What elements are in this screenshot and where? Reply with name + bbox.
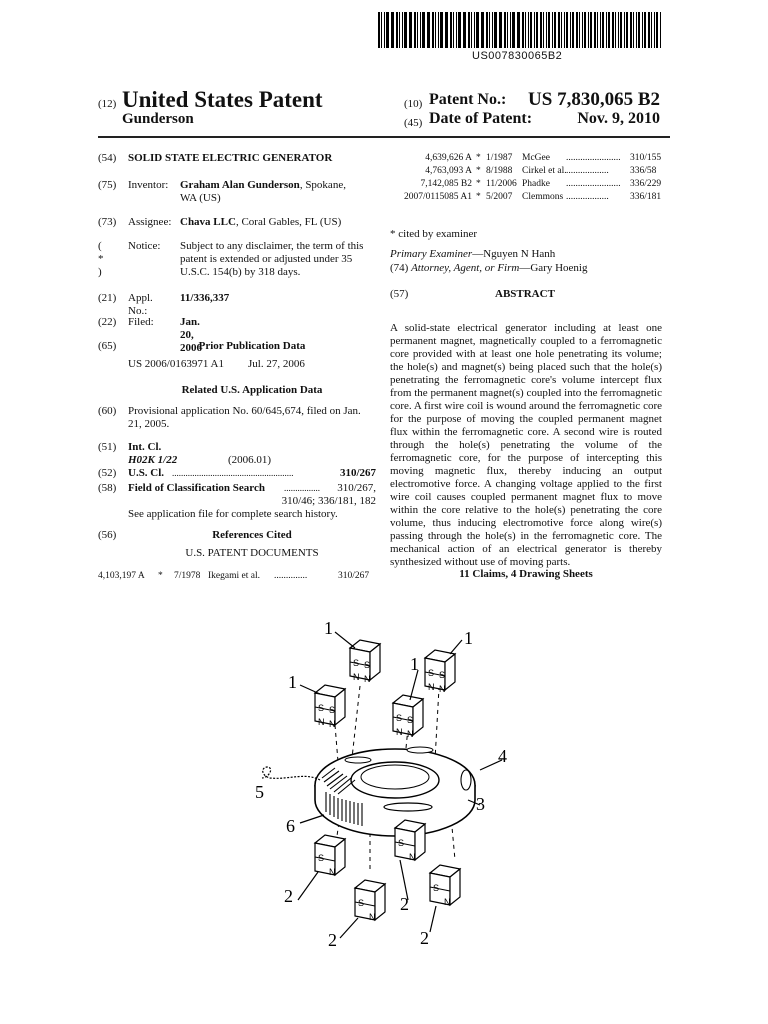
label-magnet-4: 1	[410, 654, 419, 674]
barcode-bar	[566, 12, 568, 48]
barcode-bar	[474, 12, 476, 48]
abstract-column: 4,639,626 A * 1/1987 McGee ....................... 310/155 4,763,093 A * 8/1988 Cirkel et al. .................. 336/58 7,142,085 B2 * 11/2006 Phadke ....................... 336/229 2007/0115085 A1 * 5/2007 Clemmons .................. 336/181 * cited by examiner Primary Examiner—Nguyen N Hanh (74) Attorney, Agent, or Firm—Gary Hoenig (57) ABSTRACT A solid-state electrical generator including at least one permanent magnet, magnetically coupled to a ferromagnetic core provided with at least one hole penetrating its volume; the hole(s) and magnet(s) being placed such that the hole(s) penetrating the ferromagnetic core's volume intercept flux from the permanent magnet(s) coupled into the ferromagnetic core. A first wire coil is wound around the ferromagnetic core for the purpose of moving the coupled permanent magnet flux within the ferromagnetic core. A second wire is routed through the hole(s) penetrating the volume of the ferromagnetic core, for the purpose of intercepting this moving magnetic flux, thereby inducing an output electromotive force. A changing voltage applied to the first wire coil causes coupled permanent magnet flux to move within the core relative to the hole(s) penetrating the core volume, thus inducing electromotive force along wire(s) passing through the hole(s) in the ferromagnetic core. The mechanical action of an electrical generator is thereby synthesized without use of moving parts. 11 Claims, 4 Drawing Sheets	[390, 153, 662, 580]
barcode-bar	[642, 12, 643, 48]
barcode-bar	[507, 12, 508, 48]
pole-letter: S	[398, 838, 405, 848]
header-rule	[98, 136, 670, 138]
barcode-bar	[554, 12, 556, 48]
barcode-bar	[590, 12, 592, 48]
pole-letter: S	[318, 853, 325, 863]
barcode-bar	[422, 12, 424, 48]
barcode-bar	[492, 12, 494, 48]
application-number: 11/336,337	[180, 292, 230, 304]
barcode-bar	[435, 12, 436, 48]
pole-letter: N	[396, 727, 403, 737]
label-magnet-2: 1	[464, 628, 473, 648]
barcode-bar	[552, 12, 553, 48]
barcode-bar	[420, 12, 422, 48]
label-core: 3	[476, 794, 485, 814]
int-class: H02K 1/22	[128, 454, 178, 466]
date-value: Nov. 9, 2010	[577, 110, 660, 127]
pole-letter: S	[318, 703, 325, 713]
barcode-bar	[536, 12, 538, 48]
barcode-bar	[402, 12, 404, 48]
pole-letter: N	[329, 719, 336, 729]
pole-letter: N	[364, 674, 371, 684]
bibliographic-column: (54) SOLID STATE ELECTRIC GENERATOR (75) Inventor: Graham Alan Gunderson, Spokane, WA (US) (73) Assignee: Chava LLC, Coral Gables, FL (US) ( * ) Notice: Subject to any disclaimer, the term of this patent is extended or adjusted under 35 U.S.C. 154(b) by 318 days. (21) Appl. No.: 11/336,337 (22) Filed: Jan. 20, 2006 (65) Prior Publication Data US 2006/0163971 A1 Jul. 27, 2006 Related U.S. Application Data (60) Provisional application No. 60/645,674, filed on Jan. 21, 2005. (51) Int. Cl. H02K 1/22 (2006.01) (52) U.S. Cl. ...................................................... 310/267 (58) Field of Classification Search ................ 310/267, 310/46; 336/181, 182 See application file for complete search history. (56) References Cited U.S. PATENT DOCUMENTS 4,103,197 A * 7/1978 Ikegami et al. .............. 310/267	[98, 152, 376, 581]
barcode-bar	[540, 12, 542, 48]
barcode-bar	[518, 12, 520, 48]
pole-letter: S	[396, 713, 403, 723]
barcode-bar	[594, 12, 596, 48]
barcode-bar	[381, 12, 382, 48]
barcode-bar	[618, 12, 620, 48]
pole-letter: S	[364, 660, 371, 670]
attorney: (74) Attorney, Agent, or Firm—Gary Hoenig	[390, 262, 588, 274]
barcode-bar	[584, 12, 586, 48]
document-title: United States Patent	[122, 87, 323, 112]
barcode-bar	[456, 12, 458, 48]
barcode-bar	[384, 12, 386, 48]
pole-letter: S	[353, 658, 360, 668]
barcode-bar	[392, 12, 394, 48]
barcode-bar	[606, 12, 607, 48]
barcode-bar	[561, 12, 562, 48]
inventor-name: Graham Alan Gunderson	[180, 179, 300, 191]
patent-no-code: (10)	[404, 98, 423, 110]
abstract-text: A solid-state electrical generator including at least one permanent magnet, magnetically coupled to a ferromagnetic core provided with at least one hole penetrating its volume; the hole(s) and magnet(s) being placed such that the hole(s) penetrating the ferromagnetic core's volume intercept flux from the permanent magnet(s) coupled into the ferromagnetic core. A first wire coil is wound around the ferromagnetic core for the purpose of moving the coupled permanent magnet flux within the ferromagnetic core. A second wire is routed through the hole(s) penetrating the volume of the ferromagnetic core, for the purpose of intercepting this moving magnetic flux, thereby inducing an output electromotive force. A changing voltage applied to the first wire coil causes coupled permanent magnet flux to move within the core relative to the hole(s) penetrating the core volume, thus inducing electromotive force along wire(s) passing through the hole(s) in the ferromagnetic core. The mechanical action of an electrical generator is thereby synthesized without use of moving parts.	[390, 322, 662, 568]
pole-letter: N	[329, 867, 336, 877]
barcode-bar	[414, 12, 416, 48]
invention-title: SOLID STATE ELECTRIC GENERATOR	[128, 152, 333, 164]
barcode-bar	[512, 12, 514, 48]
barcode-bar	[530, 12, 532, 48]
label-bottom-4: 2	[420, 928, 429, 948]
kind-code: (12)	[98, 98, 117, 110]
cited-by-examiner: * cited by examiner	[390, 228, 478, 240]
barcode-bar	[482, 12, 484, 48]
patent-no-label: Patent No.:	[429, 91, 507, 108]
patent-no-value: US 7,830,065 B2	[528, 89, 660, 110]
barcode-bar	[638, 12, 640, 48]
assignee-name: Chava LLC	[180, 216, 236, 228]
barcode-number: US007830065B2	[472, 50, 563, 62]
barcode-bar	[534, 12, 535, 48]
barcode-bar	[471, 12, 472, 48]
barcode-bar	[468, 12, 470, 48]
barcode-bar	[546, 12, 548, 48]
barcode-bar	[396, 12, 398, 48]
barcode-bar	[489, 12, 490, 48]
barcode-bar	[525, 12, 526, 48]
barcode-bar	[432, 12, 434, 48]
barcode-bar	[648, 12, 650, 48]
related-data-heading: Related U.S. Application Data	[181, 384, 323, 396]
label-magnet-1: 1	[324, 618, 333, 638]
barcode-bar	[588, 12, 589, 48]
barcode-bar	[453, 12, 454, 48]
date-code: (45)	[404, 117, 423, 129]
barcode-bar	[499, 12, 500, 48]
barcode-bar	[572, 12, 574, 48]
barcode-bar	[463, 12, 464, 48]
barcode-bar	[410, 12, 412, 48]
inventor-surname: Gunderson	[122, 111, 194, 127]
label-coil: 4	[498, 746, 507, 766]
pole-letter: N	[439, 684, 446, 694]
barcode-bar	[386, 12, 388, 48]
barcode-bar	[579, 12, 580, 48]
barcode-bar	[378, 12, 380, 48]
pole-letter: N	[444, 897, 451, 907]
label-magnet-3: 1	[288, 672, 297, 692]
barcode-bar	[464, 12, 466, 48]
barcode-bar	[548, 12, 550, 48]
barcode-bar	[450, 12, 452, 48]
barcode-bar	[476, 12, 478, 48]
barcode-bar	[608, 12, 610, 48]
barcode-bar	[440, 12, 442, 48]
pole-letter: S	[428, 668, 435, 678]
barcode-bar	[417, 12, 418, 48]
barcode-bar	[500, 12, 502, 48]
label-bottom-2: 2	[328, 930, 337, 950]
label-bottom-3: 2	[400, 894, 409, 914]
barcode-bar	[630, 12, 632, 48]
pole-letter: S	[439, 670, 446, 680]
barcode-bar	[576, 12, 578, 48]
pole-letter: S	[329, 705, 336, 715]
barcode-bar	[633, 12, 634, 48]
pole-letter: N	[428, 682, 435, 692]
barcode-bar	[654, 12, 656, 48]
publication-number: US 2006/0163971 A1	[128, 358, 224, 370]
barcode-bar	[660, 12, 661, 48]
barcode-bar	[656, 12, 658, 48]
pole-letter: S	[358, 898, 365, 908]
pole-letter: N	[318, 717, 325, 727]
barcode-bar	[510, 12, 512, 48]
label-lead: 6	[286, 816, 295, 836]
barcode-bar	[624, 12, 625, 48]
barcode-bar	[582, 12, 584, 48]
barcode-bar	[626, 12, 628, 48]
claims-summary: 11 Claims, 4 Drawing Sheets	[459, 568, 593, 580]
pole-letter: N	[369, 912, 376, 922]
barcode-bar	[446, 12, 448, 48]
publication-date: Jul. 27, 2006	[248, 358, 305, 370]
barcode-bar	[391, 12, 392, 48]
pole-letter: S	[407, 715, 414, 725]
barcode-bar	[428, 12, 430, 48]
pole-letter: S	[433, 883, 440, 893]
barcode	[378, 12, 662, 48]
barcode-bar	[504, 12, 506, 48]
label-bottom-1: 2	[284, 886, 293, 906]
barcode-bar	[564, 12, 566, 48]
barcode-bar	[620, 12, 622, 48]
barcode-bar	[612, 12, 614, 48]
date-label: Date of Patent:	[429, 110, 533, 127]
barcode-bar	[445, 12, 446, 48]
barcode-bar	[517, 12, 518, 48]
barcode-bar	[597, 12, 598, 48]
pole-letter: N	[353, 672, 360, 682]
label-wire: 5	[255, 782, 264, 802]
barcode-bar	[438, 12, 440, 48]
primary-examiner: Primary Examiner—Nguyen N Hanh	[390, 248, 556, 260]
barcode-bar	[570, 12, 571, 48]
barcode-bar	[600, 12, 602, 48]
generator-drawing	[240, 610, 540, 950]
barcode-bar	[399, 12, 400, 48]
filing-date: Jan. 20, 2006	[180, 316, 202, 354]
barcode-bar	[409, 12, 410, 48]
pole-letter: N	[409, 852, 416, 862]
barcode-bar	[558, 12, 560, 48]
barcode-bar	[644, 12, 646, 48]
barcode-bar	[528, 12, 530, 48]
barcode-bar	[494, 12, 496, 48]
barcode-bar	[427, 12, 428, 48]
abstract-heading: ABSTRACT	[495, 288, 555, 300]
barcode-bar	[636, 12, 638, 48]
barcode-bar	[602, 12, 604, 48]
us-class: 310/267	[339, 467, 376, 479]
pole-letter: N	[407, 729, 414, 739]
barcode-bar	[481, 12, 482, 48]
barcode-bar	[615, 12, 616, 48]
barcode-bar	[651, 12, 652, 48]
barcode-bar	[458, 12, 460, 48]
barcode-bar	[543, 12, 544, 48]
barcode-bar	[522, 12, 524, 48]
barcode-bar	[486, 12, 488, 48]
barcode-bar	[404, 12, 406, 48]
